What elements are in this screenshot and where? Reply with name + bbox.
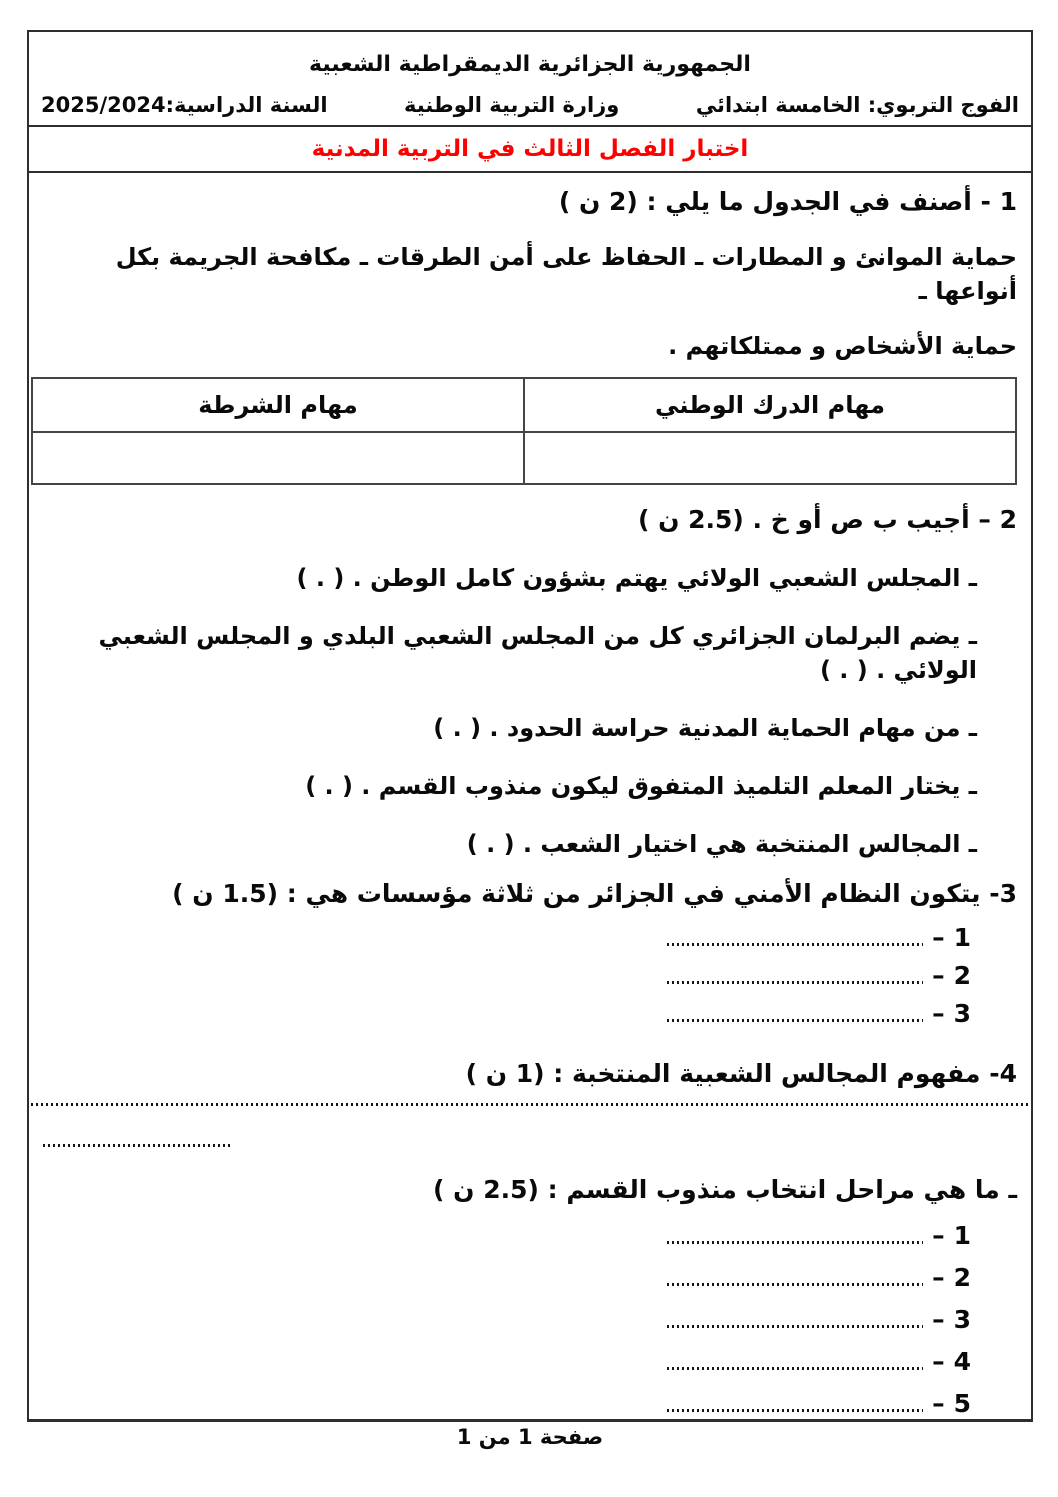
q3-title: 3- يتكون النظام الأمني في الجزائر من ثلاثة مؤسسات هي : (1.5 ن )	[172, 879, 1017, 908]
class-group-label: الفوج التربوي: الخامسة ابتدائي	[695, 93, 1019, 117]
q3-answer-line-3	[43, 999, 1017, 1029]
header-info-row	[41, 93, 1019, 117]
table-header-gendarmerie: مهام الدرك الوطني	[524, 378, 1016, 432]
exam-page	[27, 30, 1033, 1449]
line-dash: –	[932, 961, 945, 990]
classification-table	[31, 377, 1017, 485]
dotted-blank[interactable]	[667, 981, 923, 984]
ministry-label: وزارة التربية الوطنية	[404, 93, 620, 117]
exam-title: اختبار الفصل الثالث في التربية المدنية	[29, 127, 1031, 173]
q2-item-2: ـ يضم البرلمان الجزائري كل من المجلس الشعبي البلدي و المجلس الشعبي الولائي . ( . )	[98, 622, 977, 684]
dotted-blank[interactable]	[667, 1367, 923, 1370]
q1-items-line2: حماية الأشخاص و ممتلكاتهم .	[668, 332, 1017, 360]
q3-answer-line-2	[43, 961, 1017, 991]
line-dash: –	[932, 1263, 945, 1292]
school-year-label: السنة الدراسية:2025/2024	[41, 93, 328, 117]
q5-answer-line-3	[43, 1305, 1017, 1335]
q4-answer-line-full[interactable]	[31, 1103, 1029, 1106]
table-answer-row	[32, 432, 1016, 484]
q5-answer-line-2	[43, 1263, 1017, 1293]
q1-items-line1: حماية الموانئ و المطارات ـ الحفاظ على أمن الطرقات ـ مكافحة الجريمة بكل أنواعها ـ	[115, 243, 1017, 305]
dotted-blank[interactable]	[667, 1019, 923, 1022]
q2-item-4: ـ يختار المعلم التلميذ المتفوق ليكون منذوب القسم . ( . )	[305, 772, 977, 800]
line-dash: –	[932, 1347, 945, 1376]
dotted-blank[interactable]	[667, 1325, 923, 1328]
q2-item-5: ـ المجالس المنتخبة هي اختيار الشعب . ( . )	[466, 830, 977, 858]
line-number: 3	[953, 999, 971, 1028]
line-number: 3	[953, 1305, 971, 1334]
line-number: 2	[953, 961, 971, 990]
document-header	[29, 32, 1031, 127]
q4-title: 4- مفهوم المجالس الشعبية المنتخبة : (1 ن )	[465, 1059, 1017, 1088]
page-number: صفحة 1 من 1	[456, 1425, 604, 1449]
q5-answer-line-1	[43, 1221, 1017, 1251]
republic-title: الجمهورية الجزائرية الديمقراطية الشعبية	[309, 52, 751, 77]
line-dash: –	[932, 999, 945, 1028]
line-number: 1	[953, 1221, 971, 1250]
q1-title: 1 - أصنف في الجدول ما يلي : (2 ن )	[558, 187, 1017, 216]
q4-answer-line-short[interactable]	[43, 1144, 233, 1147]
q2-item-1: ـ المجلس الشعبي الولائي يهتم بشؤون كامل الوطن . ( . )	[296, 564, 977, 592]
dotted-blank[interactable]	[667, 1241, 923, 1244]
line-dash: –	[932, 1305, 945, 1334]
dotted-blank[interactable]	[667, 1283, 923, 1286]
q2-item-3: ـ من مهام الحماية المدنية حراسة الحدود . ( . )	[433, 714, 977, 742]
q4-answer-line-short-row	[43, 1144, 1017, 1147]
line-dash: –	[932, 1221, 945, 1250]
line-number: 4	[953, 1347, 971, 1376]
dotted-blank[interactable]	[667, 1409, 923, 1412]
q5-answer-line-4	[43, 1347, 1017, 1377]
line-number: 2	[953, 1263, 971, 1292]
line-number: 5	[953, 1389, 971, 1418]
dotted-blank[interactable]	[667, 943, 923, 946]
line-dash: –	[932, 1389, 945, 1418]
q2-title: 2 – أجيب ب ص أو خ . (2.5 ن )	[637, 505, 1017, 534]
answer-cell-gendarmerie[interactable]	[524, 432, 1016, 484]
q5-answer-line-5	[43, 1389, 1017, 1419]
line-dash: –	[932, 923, 945, 952]
exam-body	[29, 173, 1031, 1419]
table-header-row	[32, 378, 1016, 432]
line-number: 1	[953, 923, 971, 952]
q5-title: ـ ما هي مراحل انتخاب منذوب القسم : (2.5 ن )	[433, 1175, 1017, 1204]
page-footer	[29, 1419, 1031, 1454]
answer-cell-police[interactable]	[32, 432, 524, 484]
table-header-police: مهام الشرطة	[32, 378, 524, 432]
q3-answer-line-1	[43, 923, 1017, 953]
